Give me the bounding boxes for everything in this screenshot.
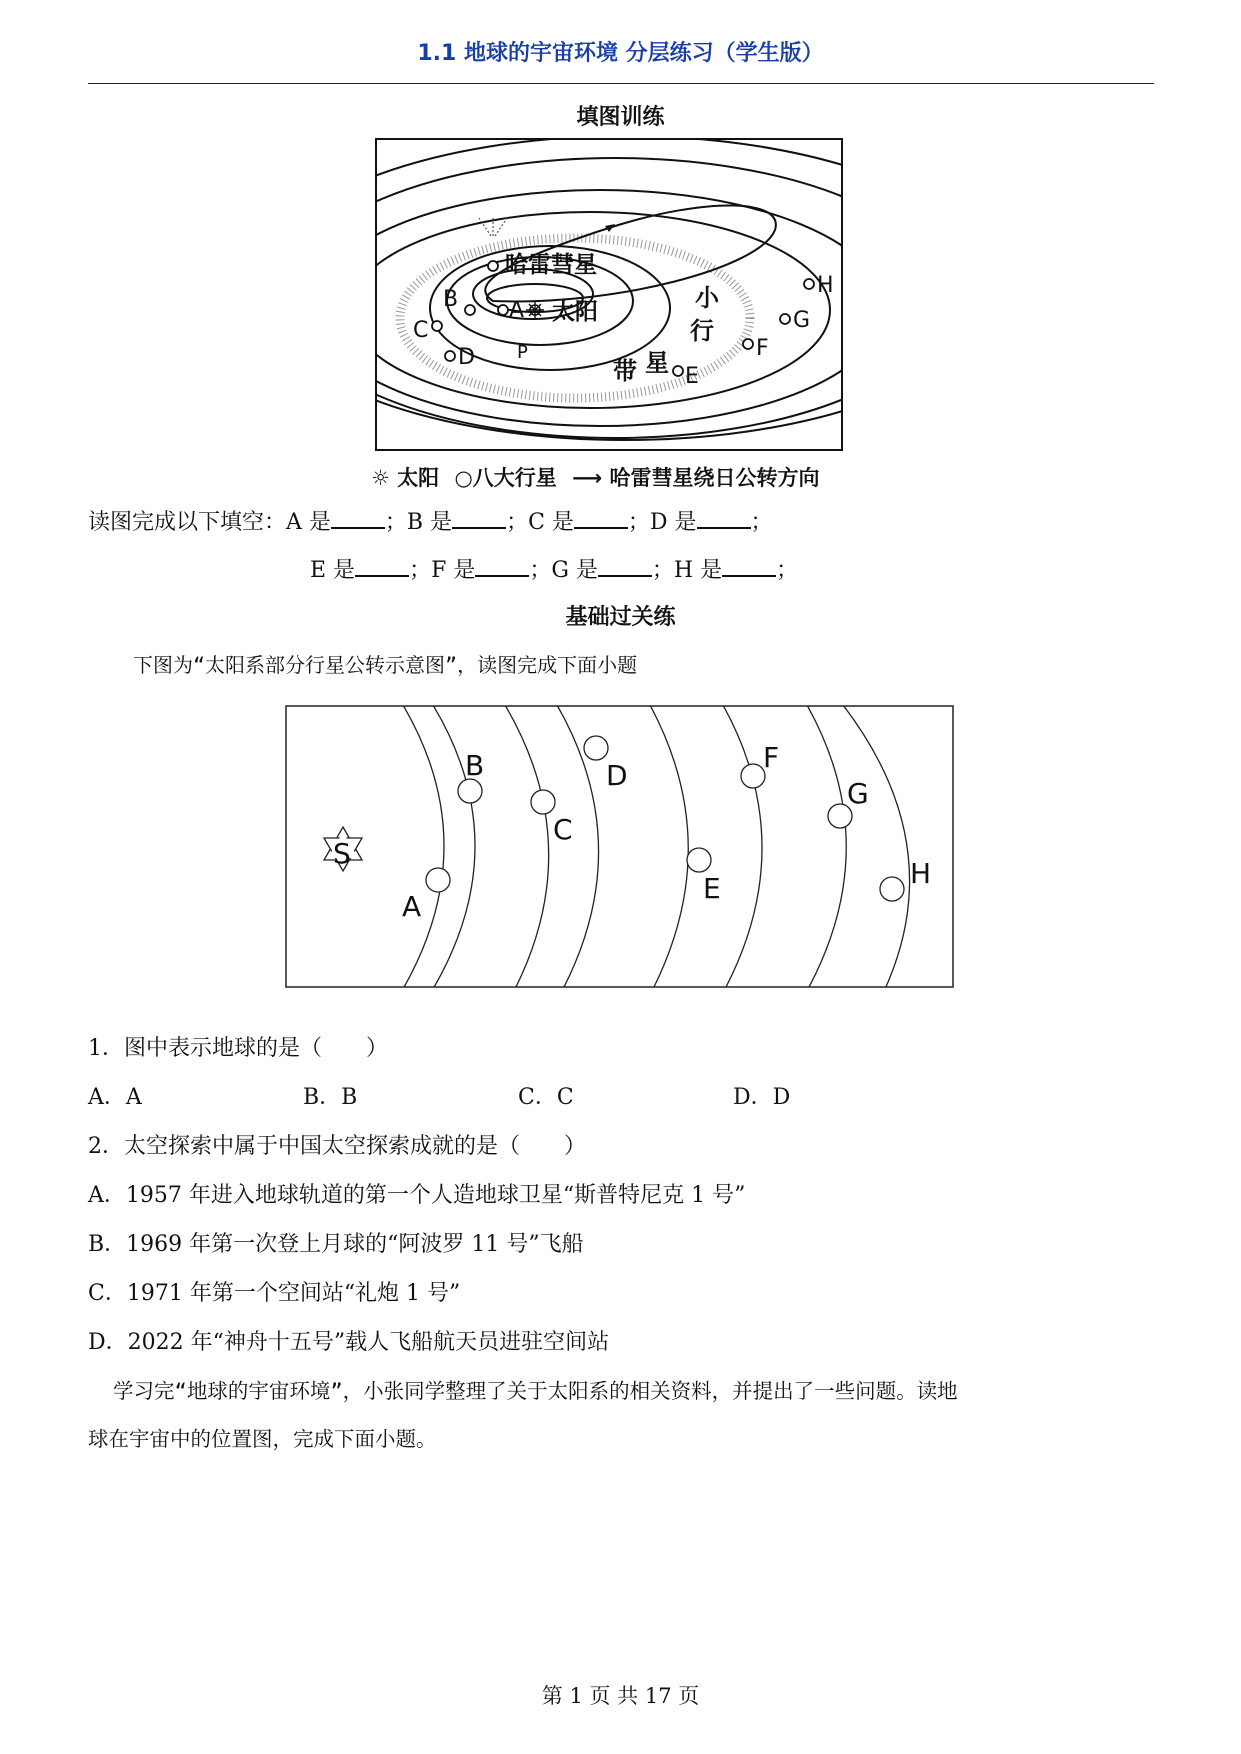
- planet-f-label: F: [756, 336, 769, 361]
- sun-legend-icon: ☼: [371, 466, 390, 490]
- planet-a-marker: [498, 305, 508, 315]
- belt-label-char-2: 行: [690, 317, 714, 345]
- planet-f-marker: [743, 339, 753, 349]
- section-title-fill-map: 填图训练: [576, 105, 665, 130]
- planet-g-text: G: [847, 777, 869, 810]
- planet-e-circle: [687, 848, 711, 872]
- planet-e-marker: [673, 366, 683, 376]
- planet-d-marker: [445, 351, 455, 361]
- planet-b-text: B: [465, 749, 485, 782]
- planet-h-circle: [880, 877, 904, 901]
- planet-legend-icon: ○: [454, 466, 473, 490]
- planet-c-circle: [531, 790, 555, 814]
- perihelion-label: P: [517, 342, 528, 363]
- arrow-legend-icon: ⟶: [572, 466, 603, 490]
- intro-paragraph-1: 下图为“太阳系部分行星公转示意图”，读图完成下面小题: [133, 653, 638, 677]
- q1-option-a[interactable]: A．A: [88, 1085, 142, 1110]
- planet-orbit-strip-diagram: [285, 705, 955, 990]
- planet-b-label: B: [443, 287, 459, 312]
- planet-f-circle: [741, 764, 765, 788]
- section-title-basic-practice: 基础过关练: [565, 605, 676, 630]
- fill-row1-end: ；: [750, 510, 773, 535]
- planet-h-marker: [804, 279, 814, 289]
- fill-row2-end: ；: [776, 558, 799, 583]
- intro-paragraph-2-line-1: 学习完“地球的宇宙环境”，小张同学整理了关于太阳系的相关资料，并提出了一些问题。读地: [113, 1379, 958, 1403]
- planet-b-circle: [458, 779, 482, 803]
- fill-g-label: ；G 是: [529, 558, 598, 583]
- fill-h-label: ；H 是: [651, 558, 723, 583]
- q2-option-b[interactable]: B．1969 年第一次登上月球的“阿波罗 11 号”飞船: [88, 1232, 584, 1257]
- planet-a-circle: [426, 868, 450, 892]
- planet-e-label: E: [685, 364, 699, 389]
- fill-a-label: A 是: [286, 510, 331, 535]
- belt-label-char-4: 星: [645, 349, 669, 377]
- planet-e-text: E: [703, 872, 721, 905]
- comet-legend-label: 哈雷彗星绕日公转方向: [609, 466, 820, 490]
- sun-legend-label: 太阳: [397, 466, 440, 490]
- planet-h-text: H: [910, 857, 932, 890]
- sun-s-label: S: [333, 837, 351, 870]
- planet-b-marker: [465, 305, 475, 315]
- fill-b-label: ；B 是: [384, 510, 453, 535]
- planet-g-label: G: [793, 308, 811, 333]
- fill-d-label: ；D 是: [627, 510, 697, 535]
- belt-label-char-3: 带: [613, 357, 637, 385]
- answer-blank-c[interactable]: [574, 509, 628, 529]
- question-1-stem: 1．图中表示地球的是（ ）: [88, 1036, 388, 1061]
- answer-blank-f[interactable]: [475, 557, 529, 577]
- fill-in-prompt: 读图完成以下填空：: [88, 510, 287, 535]
- comet-label: 哈雷彗星: [505, 252, 597, 278]
- solar-system-orbit-diagram: [375, 138, 845, 453]
- q2-option-d[interactable]: D．2022 年“神舟十五号”载人飞船航天员进驻空间站: [88, 1330, 610, 1355]
- planet-legend-label: 八大行星: [472, 466, 557, 490]
- halley-comet-marker: [488, 261, 498, 271]
- intro-paragraph-2-line-2: 球在宇宙中的位置图，完成下面小题。: [88, 1427, 437, 1451]
- question-2-stem: 2．太空探索中属于中国太空探索成就的是（ ）: [88, 1134, 586, 1159]
- planet-h-label: H: [817, 273, 834, 298]
- figure-legend: [371, 462, 820, 492]
- answer-blank-h[interactable]: [722, 557, 776, 577]
- header-divider: [88, 83, 1154, 84]
- page-header-title: 1.1 地球的宇宙环境 分层练习（学生版）: [417, 41, 824, 66]
- fill-c-label: ；C 是: [506, 510, 574, 535]
- fill-in-row-1: [88, 505, 773, 536]
- q2-option-c[interactable]: C．1971 年第一个空间站“礼炮 1 号”: [88, 1281, 461, 1306]
- planet-c-label: C: [413, 318, 429, 343]
- fill-e-label: E 是: [310, 558, 356, 583]
- fill-in-row-2: [310, 553, 798, 584]
- planet-g-marker: [780, 314, 790, 324]
- answer-blank-e[interactable]: [355, 557, 409, 577]
- fill-f-label: ；F 是: [409, 558, 476, 583]
- q1-option-d[interactable]: D．D: [733, 1085, 791, 1110]
- sun-label: 太阳: [552, 299, 598, 325]
- page-footer: 第 1 页 共 17 页: [541, 1684, 700, 1708]
- planet-a-text: A: [402, 890, 422, 923]
- planet-d-circle: [584, 736, 608, 760]
- q1-option-b[interactable]: B．B: [303, 1085, 358, 1110]
- answer-blank-b[interactable]: [452, 509, 506, 529]
- answer-blank-g[interactable]: [598, 557, 652, 577]
- planet-c-text: C: [553, 813, 573, 846]
- planet-d-text: D: [606, 759, 628, 792]
- planet-c-marker: [432, 321, 442, 331]
- q1-option-c[interactable]: C．C: [518, 1085, 574, 1110]
- answer-blank-a[interactable]: [331, 509, 385, 529]
- q2-option-a[interactable]: A．1957 年进入地球轨道的第一个人造地球卫星“斯普特尼克 1 号”: [88, 1183, 746, 1208]
- planet-d-label: D: [458, 345, 475, 370]
- belt-label-char-1: 小: [695, 284, 719, 312]
- answer-blank-d[interactable]: [697, 509, 751, 529]
- planet-f-text: F: [763, 741, 780, 774]
- planet-a-label: A: [509, 298, 525, 323]
